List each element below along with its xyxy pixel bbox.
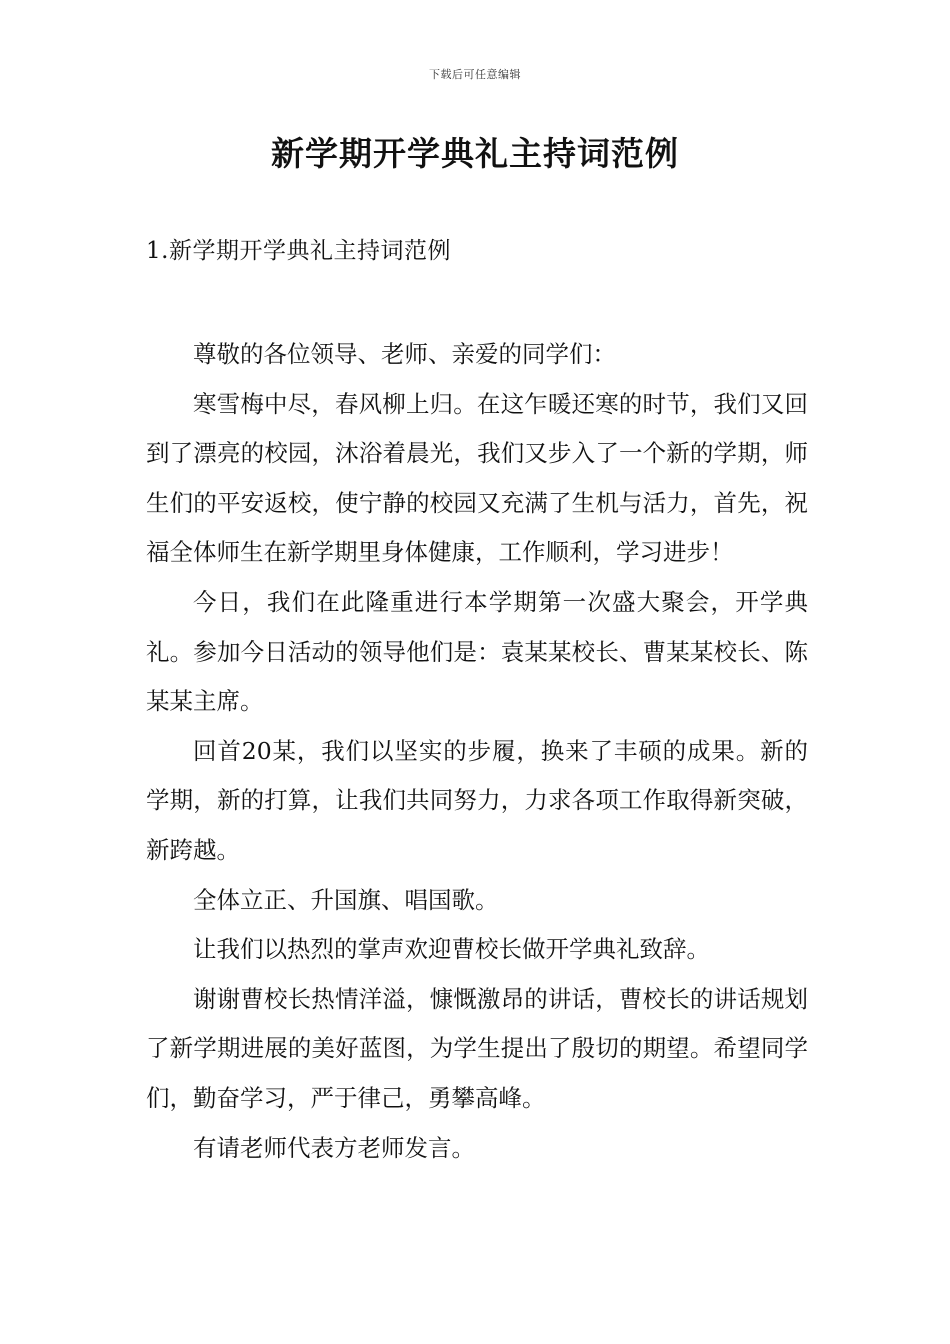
section-heading: 1.新学期开学典礼主持词范例 [146,238,451,264]
paragraph-thanks: 谢谢曹校长热情洋溢，慷慨激昂的讲话，曹校长的讲话规划了新学期进展的美好蓝图，为学生提出了殷切的期望。希望同学们，勤奋学习，严于律己，勇攀高峰。 [146,984,808,1112]
paragraph-review: 回首20某，我们以坚实的步履，换来了丰硕的成果。新的学期，新的打算，让我们共同努力，力求各项工作取得新突破，新跨越。 [146,736,808,864]
paragraph-teacher-speech: 有请老师代表方老师发言。 [193,1133,475,1162]
document-body [146,330,808,1173]
paragraph-salutation: 尊敬的各位领导、老师、亲爱的同学们： [193,340,616,368]
paragraph-guests: 今日，我们在此隆重进行本学期第一次盛大聚会，开学典礼。参加今日活动的领导他们是：袁某某校长、曹某某校长、陈某某主席。 [146,587,808,716]
header-note: 下载后可任意编辑 [429,68,521,81]
paragraph-opening: 寒雪梅中尽，春风柳上归。在这乍暖还寒的时节，我们又回到了漂亮的校园，沐浴着晨光，我们又步入了一个新的学期，师生们的平安返校，使宁静的校园又充满了生机与活力，首先，祝福全体师生在新学期里身体健康，工作顺利，学习进步！ [146,389,808,567]
document-title: 新学期开学典礼主持词范例 [271,134,679,173]
paragraph-flag-ceremony: 全体立正、升国旗、唱国歌。 [193,885,499,914]
paragraph-principal-intro: 让我们以热烈的掌声欢迎曹校长做开学典礼致辞。 [193,935,710,964]
